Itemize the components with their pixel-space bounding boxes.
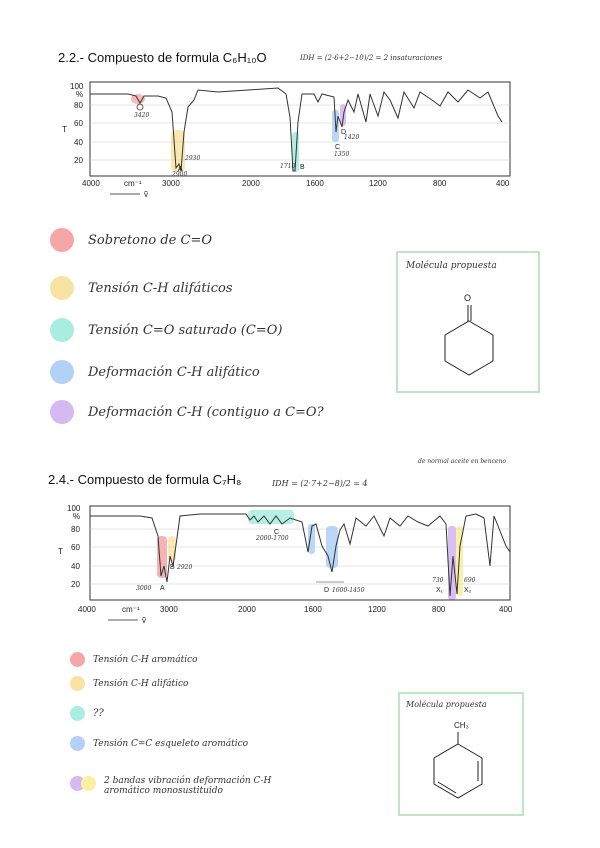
peak-label-D: D — [341, 129, 347, 136]
legend-item — [70, 652, 198, 667]
peak-label-B: B — [300, 164, 305, 171]
legend-text: Tensión C-H alifáticos — [88, 280, 233, 296]
y-tick: 100 — [67, 504, 81, 513]
x-unit: cm⁻¹ — [122, 605, 140, 614]
y-tick: % — [76, 90, 84, 99]
atom-label: CH₃ — [454, 721, 469, 730]
color-swatch — [50, 318, 74, 342]
y-tick: 40 — [71, 562, 80, 571]
annotation: 2920 — [177, 564, 193, 571]
peak-label-A: A — [160, 585, 165, 592]
legend-item — [70, 706, 104, 721]
x-tick: 4000 — [78, 605, 96, 614]
annotation: 1710 — [280, 163, 296, 170]
x-tick: 800 — [433, 179, 447, 188]
molecule-box — [396, 251, 540, 393]
y-tick: 60 — [71, 543, 80, 552]
molecule-label: Molécula propuesta — [406, 261, 497, 271]
peak-label-D: D — [324, 587, 330, 594]
color-swatch — [50, 360, 74, 384]
legend-text: Sobretono de C=O — [88, 232, 212, 248]
x-tick: 1600 — [306, 179, 324, 188]
annotation: 2930 — [185, 155, 201, 162]
annotation: 730 — [432, 577, 444, 584]
peak-label-X1: X₁ — [436, 587, 444, 594]
legend-text: aromático monosustituido — [104, 786, 223, 796]
x-tick: 4000 — [82, 179, 100, 188]
color-swatch — [70, 652, 85, 667]
color-swatch — [50, 400, 74, 424]
annotation: 3000 — [136, 585, 152, 592]
y-tick: % — [73, 512, 81, 521]
cyclohexanone-structure — [398, 253, 538, 391]
molecule-label: Molécula propuesta — [406, 700, 487, 709]
legend-item — [50, 318, 282, 342]
annotation: 2000-1700 — [256, 535, 289, 542]
y-tick: 20 — [74, 156, 83, 165]
peak-label-X2: X₂ — [464, 587, 472, 594]
annotation: 1420 — [344, 134, 360, 141]
legend-text: ?? — [93, 708, 104, 719]
y-tick: 40 — [74, 138, 83, 147]
peak-label-A: A — [178, 166, 183, 173]
spectrum-trace — [90, 88, 502, 171]
x-unit: cm⁻¹ — [124, 179, 142, 188]
x-tick: 800 — [432, 605, 446, 614]
legend-text: Deformación C-H alifático — [88, 364, 260, 380]
legend-text: Tensión C=C esqueleto aromático — [93, 738, 249, 749]
y-tick: 80 — [71, 525, 80, 534]
idh-calculation: IDH = (2·7+2−8)/2 = 4 — [272, 479, 368, 488]
annotation: 2900 — [172, 171, 188, 178]
legend-item — [50, 276, 233, 300]
color-swatch — [70, 676, 85, 691]
x-tick: 400 — [496, 179, 510, 188]
x-tick: 2000 — [238, 605, 256, 614]
x-tick: 3000 — [160, 605, 178, 614]
legend-item — [50, 360, 260, 384]
x-symbol: ṽ — [142, 616, 146, 625]
color-swatch — [70, 736, 85, 751]
annotation: 1350 — [334, 151, 350, 158]
x-symbol: ṽ — [144, 190, 148, 199]
annotation: 3420 — [134, 112, 150, 119]
legend-text: Deformación C-H (contiguo a C=O? — [88, 404, 324, 420]
color-swatch — [81, 776, 96, 791]
side-note: de normal aceite en benceno — [418, 458, 506, 465]
x-tick: 1600 — [304, 605, 322, 614]
peak-label-C: C — [274, 529, 280, 536]
molecule-box — [398, 692, 524, 816]
legend-text: Tensión C-H aromático — [93, 654, 198, 665]
x-tick: 1200 — [368, 605, 386, 614]
legend-item — [50, 228, 212, 252]
x-tick: 400 — [499, 605, 513, 614]
annotation: 690 — [464, 577, 476, 584]
x-tick: 3000 — [162, 179, 180, 188]
legend-text: Tensión C-H alifático — [93, 678, 189, 689]
color-swatch — [50, 228, 74, 252]
x-tick: 2000 — [242, 179, 260, 188]
peak-label-B: B — [170, 564, 175, 571]
color-swatch — [70, 706, 85, 721]
legend-item — [70, 676, 188, 691]
y-tick: 60 — [74, 119, 83, 128]
highlight-ch-aliphatic — [168, 536, 176, 562]
section-title-2-4: 2.4.- Compuesto de formula C₇H₈ — [48, 472, 242, 487]
y-axis-label: T — [62, 125, 67, 134]
toluene-structure — [400, 694, 522, 814]
color-swatch — [50, 276, 74, 300]
annotation: 1600-1450 — [332, 587, 365, 594]
legend-text: 2 bandas vibración deformación C-H — [104, 776, 272, 786]
y-tick: 20 — [71, 580, 80, 589]
peak-label-C: C — [335, 144, 341, 151]
idh-calculation: IDH = (2·6+2−10)/2 = 2 insaturaciones — [300, 54, 443, 62]
y-tick: 100 — [70, 82, 84, 91]
y-axis-label: T — [58, 547, 63, 556]
spectrum-trace — [90, 514, 510, 596]
atom-label: O — [464, 293, 472, 303]
legend-item — [50, 400, 324, 424]
legend-item — [70, 736, 248, 751]
legend-item — [70, 776, 271, 796]
legend-text: Tensión C=O saturado (C=O) — [88, 322, 283, 338]
section-title-2-2: 2.2.- Compuesto de formula C₆H₁₀O — [58, 50, 267, 65]
y-tick: 80 — [74, 101, 83, 110]
ir-spectrum-2 — [40, 496, 540, 626]
x-tick: 1200 — [369, 179, 387, 188]
ir-spectrum-1 — [48, 72, 538, 202]
